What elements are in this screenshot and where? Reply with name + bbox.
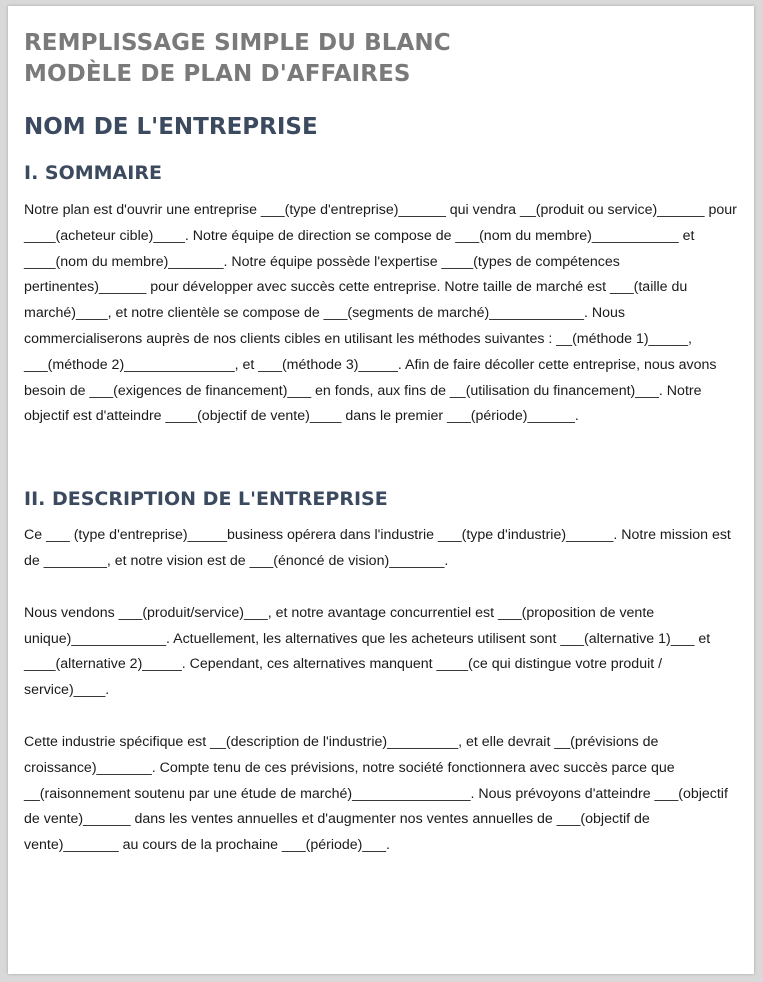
description-paragraph-3: Cette industrie spécifique est __(description de l'industrie)_________, et elle devrait __(prévisions de croissance)_______. Compte tenu de ces prévisions, notre société fonctionnera avec succès parce que __(raisonnement soutenu par une étude de marché)_______________. Nous prévoyons d'atteindre ___(objectif de vente)______ dans les ventes annuelles et d'augmenter nos ventes annuelles de ___(objectif de vente)_______ au cours de la prochaine ___(période)___. <box>24 733 728 854</box>
section-heading-description: II. DESCRIPTION DE L'ENTREPRISE <box>24 488 388 511</box>
company-name: NOM DE L'ENTREPRISE <box>24 114 318 140</box>
sommaire-paragraph: Notre plan est d'ouvrir une entreprise ___(type d'entreprise)______ qui vendra __(produit ou service)______ pour ____(acheteur cible)____. Notre équipe de direction se compose de ___(nom du membre)___________ et ____(nom du membre)_______. Notre équipe possède l'expertise ____(types de compétences pertinentes)______ pour développer avec succès cette entreprise. Notre taille de marché est ___(taille du marché)____, et notre clientèle se compose de ___(segments de marché)____________. Nous commercialiserons auprès de nos clients cibles en utilisant les méthodes suivantes : __(méthode 1)_____, ___(méthode 2)______________, et ___(méthode 3)_____. Afin de faire décoller cette entreprise, nous avons besoin de ___(exigences de financement)___ en fonds, aux fins de __(utilisation du financement)___. Notre objectif est d'atteindre ____(objectif de vente)____ dans le premier ___(période)______. <box>24 202 737 425</box>
document-title-line-2: MODÈLE DE PLAN D'AFFAIRES <box>24 61 411 87</box>
description-paragraph-1: Ce ___ (type d'entreprise)_____business opérera dans l'industrie ___(type d'industrie)______. Notre mission est de ________, et notre vision est de ___(énoncé de vision)_______. <box>24 527 731 569</box>
document-title-line-1: REMPLISSAGE SIMPLE DU BLANC <box>24 30 451 56</box>
section-heading-sommaire: I. SOMMAIRE <box>24 162 162 184</box>
document-page <box>8 6 754 974</box>
description-paragraph-2: Nous vendons ___(produit/service)___, et notre avantage concurrentiel est ___(proposition de vente unique)____________. Actuellement, les alternatives que les acheteurs utilisent sont ___(alternative 1)___ et ____(alternative 2)_____. Cependant, ces alternatives manquent ____(ce qui distingue votre produit / service)____. <box>24 604 711 699</box>
document-title <box>24 28 738 90</box>
